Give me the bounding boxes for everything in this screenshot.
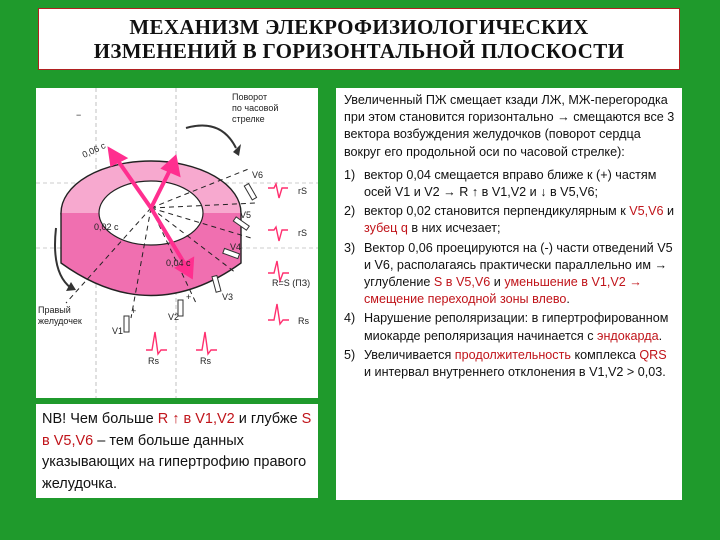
lead-v1-label: V1	[112, 326, 124, 336]
list-item	[344, 167, 676, 201]
item-text: Вектор 0,06 проецируются на (-) части отведений V5 и V6, располагаясь практически параллельно им → углубление	[364, 240, 673, 290]
wave-rs-v3: Rs	[298, 316, 309, 326]
item-red-text: продолжительность	[454, 347, 571, 362]
rotation-label-2: по часовой	[232, 103, 279, 113]
rotation-label-3: стрелке	[232, 114, 265, 124]
item-text: .	[566, 292, 570, 307]
item-text: Увеличивается	[364, 347, 455, 362]
item-red-text: S в V5,V6	[433, 275, 491, 290]
list-item	[344, 347, 676, 381]
item-text: вектор 0,04 смещается вправо ближе к (+) частям осей V1 и V2 → R ↑ в V1,V2 и ↓ в V5,V6;	[364, 167, 657, 200]
rotation-label-1: Поворот	[232, 92, 268, 102]
ecg-trace-v1	[196, 332, 217, 354]
lead-v2-label: V2	[168, 312, 180, 322]
item-number: 5)	[344, 347, 356, 362]
ecg-trace-v6	[268, 184, 288, 198]
title-line-2: ИЗМЕНЕНИЙ В ГОРИЗОНТАЛЬНОЙ ПЛОСКОСТИ	[93, 39, 625, 63]
item-red-text: зубец q	[364, 221, 408, 236]
vector-label-004: 0,04 с	[166, 258, 191, 268]
wave-rs-v6: rS	[298, 186, 307, 196]
wave-rs-v1: Rs	[200, 356, 211, 366]
note-mid: и глубже	[234, 411, 302, 427]
item-number: 4)	[344, 311, 356, 326]
item-text: .	[658, 328, 663, 343]
wave-rs-pz: R=S (ПЗ)	[272, 278, 311, 288]
heart-vector-illustration	[36, 88, 318, 398]
electrode-v6	[244, 184, 256, 200]
note-red-2: S в V5,V6	[42, 411, 312, 449]
minus-sign: −	[76, 110, 82, 120]
vector-label-006: 0,06 с	[80, 140, 108, 160]
wave-rs-v5: rS	[298, 228, 307, 238]
mechanism-list	[344, 167, 676, 381]
item-text: и	[663, 204, 675, 219]
electrode-v3	[212, 275, 221, 292]
title-box	[38, 8, 680, 70]
electrode-v1	[124, 316, 129, 332]
item-text: в них исчезает;	[407, 221, 501, 236]
vector-label-002: 0,02 с	[94, 222, 119, 232]
title-line-1: МЕХАНИЗМ ЭЛЕКРОФИЗИОЛОГИЧЕСКИХ	[129, 15, 589, 39]
item-number: 2)	[344, 204, 356, 219]
ecg-trace-v3	[268, 304, 289, 324]
item-red-text: QRS	[639, 347, 667, 362]
lead-v4-label: V4	[230, 242, 242, 252]
rv-label-2: желудочек	[38, 316, 82, 326]
plus-sign-v2: +	[186, 292, 192, 302]
item-text: комплекса	[570, 347, 640, 362]
ecg-diagram	[36, 88, 318, 398]
wave-rs-v2: Rs	[148, 356, 159, 366]
item-text: вектор 0,02 становится перпендикулярным к	[364, 204, 630, 219]
note-red-1: R ↑ в V1,V2	[157, 411, 235, 427]
item-red-text: уменьшение в V1,V2 → смещение переходной зоны влево	[364, 275, 642, 307]
note-prefix: NB! Чем больше	[42, 411, 158, 427]
ecg-trace-v5	[268, 227, 288, 241]
note-suffix: – тем больше данных указывающих на гипертрофию правого желудочка.	[42, 432, 307, 492]
plus-sign-v1: +	[131, 306, 137, 316]
item-text: Нарушение реполяризации: в гипертрофированном миокарде реполяризация начинается с	[364, 311, 669, 343]
item-text: и интервал внутреннего отклонения в V1,V2 > 0,03.	[364, 365, 666, 380]
item-red-text: V5,V6	[629, 204, 664, 219]
rotation-arrow-top	[186, 126, 236, 149]
list-item	[344, 203, 676, 237]
item-number: 1)	[344, 167, 356, 182]
list-item	[344, 240, 676, 309]
list-item	[344, 310, 676, 344]
item-red-text: эндокарда	[597, 328, 659, 343]
lead-v6-label: V6	[252, 170, 264, 180]
lead-v5-label: V5	[240, 210, 252, 220]
item-text: и	[490, 275, 505, 290]
nb-note	[36, 404, 318, 498]
item-number: 3)	[344, 240, 356, 255]
lead-v3-label: V3	[222, 292, 234, 302]
intro-text: Увеличенный ПЖ смещает кзади ЛЖ, МЖ-перегородка при этом становится горизонтально → смещаются все 3 вектора возбуждения желудочков (поворот сердца вокруг его продольной оси по часовой стрелке):	[344, 93, 675, 159]
rv-label-1: Правый	[38, 305, 71, 315]
ecg-trace-v2	[146, 332, 167, 354]
explanation-panel	[336, 88, 682, 500]
